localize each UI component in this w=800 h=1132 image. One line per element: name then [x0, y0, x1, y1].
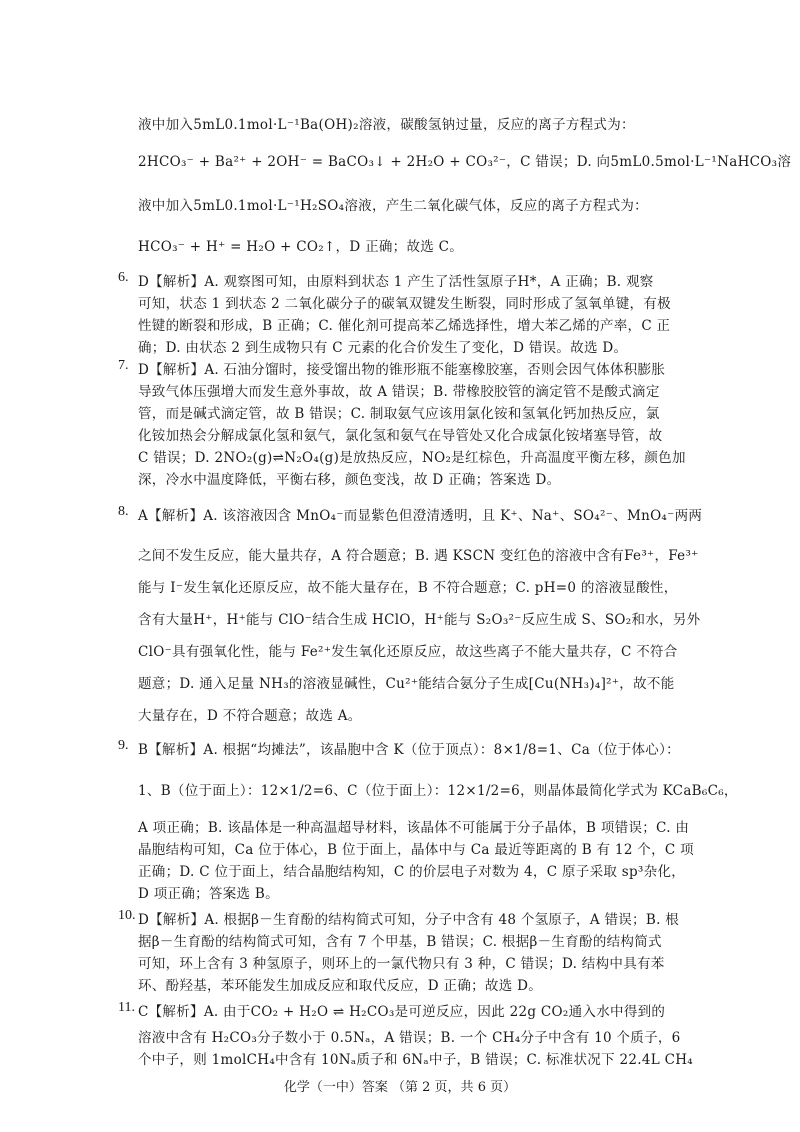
- text-line: A【解析】A. 该溶液因含 MnO₄⁻而显紫色但澄清透明，且 K⁺、Na⁺、SO₄²⁻、MnO₄⁻两两: [138, 508, 703, 524]
- text-line: 溶液中含有 H₂CO₃分子数小于 0.5Nₐ，A 错误；B. 一个 CH₄分子中含有 10 个质子，6: [138, 1030, 681, 1046]
- item-number: 11.: [118, 1000, 135, 1015]
- text-line: D【解析】A. 石油分馏时，接受馏出物的锥形瓶不能塞橡胶塞，否则会因气体体积膨胀: [138, 362, 666, 378]
- text-line: A 项正确；B. 该晶体是一种高温超导材料，该晶体不可能属于分子晶体，B 项错误；C. 由: [138, 820, 690, 836]
- text-line: 管，而是碱式滴定管，故 B 错误；C. 制取氨气应该用氯化铵和氢氧化钙加热反应，氯: [138, 406, 660, 422]
- text-line: 大量存在，D 不符合题意；故选 A。: [138, 708, 362, 724]
- item-number: 10.: [118, 908, 136, 923]
- text-line: 据β－生育酚的结构简式可知，含有 7 个甲基，B 错误；C. 根据β－生育酚的结构简式: [138, 934, 662, 950]
- text-line: 之间不发生反应，能大量共存，A 符合题意；B. 遇 KSCN 变红色的溶液中含有Fe³⁺，Fe³⁺: [138, 548, 699, 564]
- item-number: 6.: [118, 270, 129, 285]
- text-line: D【解析】A. 根据β－生育酚的结构简式可知，分子中含有 48 个氢原子，A 错误；B. 根: [138, 912, 680, 928]
- text-line: 导致气体压强增大而发生意外事故，故 A 错误；B. 带橡胶胶管的滴定管不是酸式滴定: [138, 384, 660, 400]
- text-line: 晶胞结构可知，Ca 位于体心，B 位于面上，晶体中与 Ca 最近等距离的 B 有 12 个，C 项: [138, 842, 694, 858]
- text-line: 1、B（位于面上）：12×1/2=6、C（位于面上）：12×1/2=6，则晶体最简化学式为 KCaB₆C₆，: [138, 783, 738, 799]
- text-line: 可知，环上含有 3 种氢原子，则环上的一氯代物只有 3 种，C 错误；D. 结构中具有苯: [138, 956, 665, 972]
- text-line: 液中加入5mL0.1mol·L⁻¹Ba(OH)₂溶液，碳酸氢钠过量，反应的离子方程式为：: [138, 117, 635, 133]
- text-line: 含有大量H⁺，H⁺能与 ClO⁻结合生成 HClO，H⁺能与 S₂O₃²⁻反应生成 S、SO₂和水，另外: [138, 612, 701, 628]
- text-line: 化铵加热会分解成氯化氢和氨气，氯化氢和氨气在导管处又化合成氯化铵堵塞导管，故: [138, 428, 663, 444]
- text-line: 2HCO₃⁻ + Ba²⁺ + 2OH⁻ = BaCO₃↓ + 2H₂O + CO₃²⁻，C 错误；D. 向5mL0.5mol·L⁻¹NaHCO₃溶: [138, 154, 792, 170]
- text-line: 能与 I⁻发生氧化还原反应，故不能大量存在，B 不符合题意；C. pH=0 的溶液显酸性，: [138, 580, 678, 596]
- text-line: HCO₃⁻ + H⁺ = H₂O + CO₂↑，D 正确；故选 C。: [138, 239, 464, 255]
- item-number: 9.: [118, 738, 129, 753]
- text-line: 题意；D. 通入足量 NH₃的溶液显碱性，Cu²⁺能结合氨分子生成[Cu(NH₃)₄]²⁺，故不能: [138, 676, 675, 692]
- text-line: D 项正确；答案选 B。: [138, 886, 279, 902]
- text-line: 可知，状态 1 到状态 2 二氧化碳分子的碳氧双键发生断裂，同时形成了氢氧单键，有极: [138, 296, 671, 312]
- text-line: B【解析】A. 根据“均摊法”，该晶胞中含 K（位于顶点）：8×1/8=1、Ca（位于体心）：: [138, 742, 680, 758]
- text-line: 环、酚羟基，苯环能发生加成反应和取代反应，D 正确；故选 D。: [138, 978, 543, 994]
- item-number: 7.: [118, 358, 129, 373]
- text-line: C 错误；D. 2NO₂(g)⇌N₂O₄(g)是放热反应，NO₂是红棕色，升高温度平衡左移，颜色加: [138, 450, 686, 466]
- text-line: 个中子，则 1molCH₄中含有 10Nₐ质子和 6Nₐ中子，B 错误；C. 标准状况下 22.4L CH₄: [138, 1052, 693, 1068]
- text-line: 确；D. 由状态 2 到生成物只有 C 元素的化合价发生了变化，D 错误。故选 D。: [138, 340, 628, 356]
- text-line: 正确；D. C 位于面上，结合晶胞结构知，C 的价层电子对数为 4，C 原子采取 sp³杂化，: [138, 864, 686, 880]
- page-footer: 化学（一中）答案 （第 2 页，共 6 页）: [283, 1080, 517, 1095]
- text-line: ClO⁻具有强氧化性，能与 Fe²⁺发生氧化还原反应，故这些离子不能大量共存，C 不符合: [138, 644, 678, 660]
- item-number: 8.: [118, 504, 129, 519]
- text-line: C【解析】A. 由于CO₂ + H₂O ⇌ H₂CO₃是可逆反应，因此 22g CO₂通入水中得到的: [138, 1004, 666, 1020]
- text-line: 深，冷水中温度降低，平衡右移，颜色变浅，故 D 正确；答案选 D。: [138, 472, 561, 488]
- text-line: 性键的断裂和形成，B 正确；C. 催化剂可提高苯乙烯选择性，增大苯乙烯的产率，C 正: [138, 318, 671, 334]
- text-line: D【解析】A. 观察图可知，由原料到状态 1 产生了活性氢原子H*，A 正确；B. 观察: [138, 274, 654, 290]
- text-line: 液中加入5mL0.1mol·L⁻¹H₂SO₄溶液，产生二氧化碳气体，反应的离子方程式为：: [138, 198, 648, 214]
